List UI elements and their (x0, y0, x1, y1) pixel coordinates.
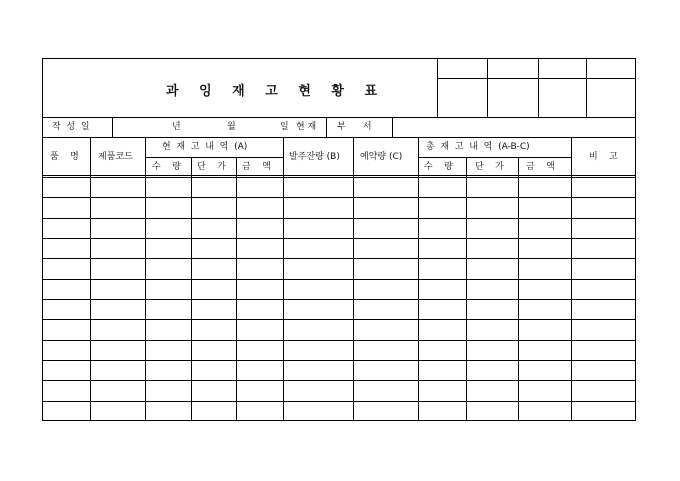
cell-divider (112, 117, 113, 137)
form-frame (42, 58, 636, 421)
table-row-line (42, 238, 635, 239)
header-remarks: 비 고 (589, 152, 618, 162)
status-label: 현 재 (296, 122, 317, 132)
table-row-line (42, 258, 635, 259)
header-current-stock: 현 재 고 내 역 (A) (162, 142, 248, 152)
table-row-line (42, 197, 635, 198)
table-row-line (42, 360, 635, 361)
title-bottom-line (42, 117, 636, 118)
table-row-line (42, 218, 635, 219)
approval-box-divider (437, 78, 636, 79)
header-unit-price2: 단 가 (475, 162, 504, 172)
header-qty2: 수 량 (424, 162, 453, 172)
header-amount: 금 액 (242, 162, 271, 172)
date-year: 년 (172, 122, 181, 132)
header-backorder: 발주잔량 (B) (289, 152, 340, 162)
header-unit-price: 단 가 (197, 162, 226, 172)
info-row-bottom-line (42, 137, 636, 138)
header-qty: 수 량 (152, 162, 181, 172)
approval-box-divider (586, 58, 587, 117)
subheader-line-left (145, 157, 283, 158)
approval-box-divider (437, 58, 438, 117)
table-row-line (42, 401, 635, 402)
date-label: 작 성 일 (52, 122, 90, 132)
cell-divider (326, 117, 327, 137)
approval-box-divider (487, 58, 488, 117)
date-month: 월 (227, 122, 236, 132)
form-title: 과 잉 재 고 현 황 표 (166, 84, 386, 99)
table-row-line (42, 299, 635, 300)
table-row-line (42, 380, 635, 381)
table-row-line (42, 319, 635, 320)
header-amount2: 금 액 (526, 162, 555, 172)
cell-divider (392, 117, 393, 137)
table-row-line (42, 279, 635, 280)
header-bottom-line (42, 175, 635, 176)
header-total-stock: 총 재 고 내 역 (A-B-C) (426, 142, 530, 152)
dept-label: 부 서 (337, 122, 372, 132)
header-bottom-line (42, 177, 635, 178)
header-reserved: 예약량 (C) (360, 152, 403, 162)
date-day: 일 (280, 122, 289, 132)
header-product-code: 제품코드 (98, 152, 133, 162)
table-row-line (42, 340, 635, 341)
approval-box-divider (538, 58, 539, 117)
header-item-name: 품 명 (50, 152, 79, 162)
subheader-line-right (418, 157, 571, 158)
